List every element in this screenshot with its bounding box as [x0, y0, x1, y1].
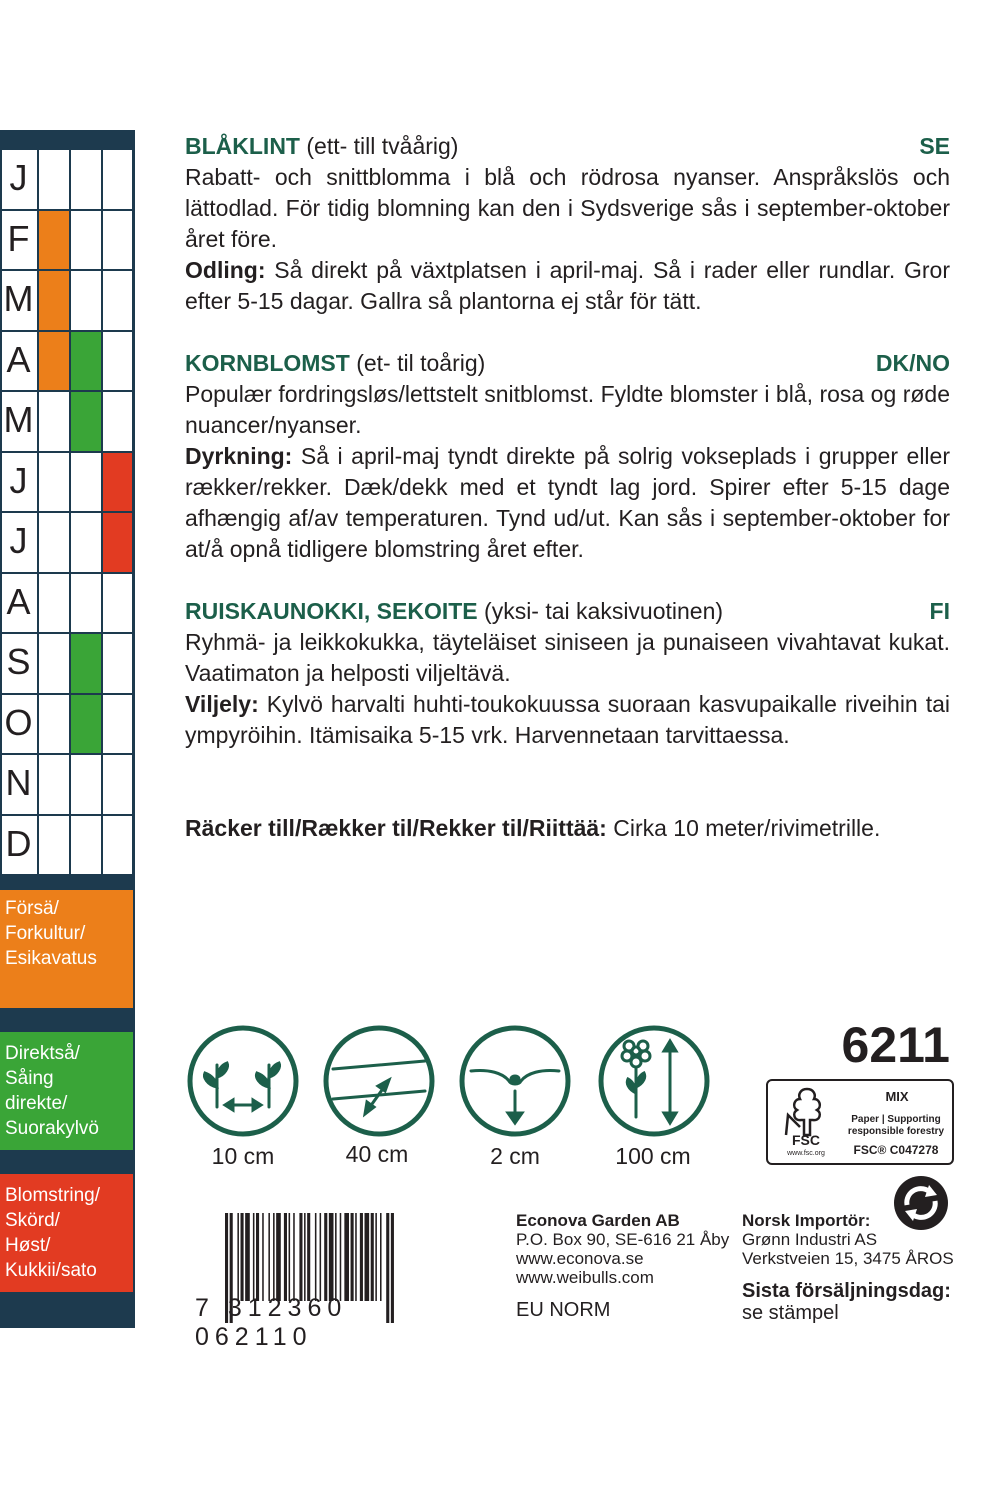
fsc-site: www.fsc.org	[787, 1150, 825, 1157]
company-web-econova: www.econova.se	[516, 1249, 644, 1268]
eu-norm: EU NORM	[516, 1299, 611, 1321]
cultivation-text: Kylvö harvalti huhti-toukokuussa suoraan kasvupaikalle riveihin tai ympyröihin. Itämisaika 5-15 vrk. Harvennetaan tarvittaessa.	[185, 691, 950, 748]
legend-line: direkte/	[5, 1093, 68, 1114]
section-fi	[185, 596, 950, 751]
barcode-bar	[289, 1213, 291, 1301]
row-spacing-icon	[323, 1025, 435, 1137]
legend-line: Esikavatus	[5, 948, 97, 969]
calendar-cell	[103, 150, 132, 209]
section-intro: Populær fordringsløs/lettstelt snitblomst. Fyldte blomster i blå, rosa og røde nuancer/nyanser.	[185, 381, 950, 438]
cultivation-label: Dyrkning:	[185, 443, 293, 469]
sowing-depth-label: 2 cm	[490, 1143, 540, 1169]
calendar-cell	[71, 574, 101, 633]
calendar-cell-flowering	[103, 453, 132, 512]
sowing-depth-icon	[459, 1025, 571, 1137]
barcode-bar	[273, 1213, 275, 1301]
calendar-cell	[71, 150, 101, 209]
sale-date-label: Sista försäljningsdag:	[742, 1280, 951, 1302]
barcode-bar	[307, 1213, 310, 1301]
barcode-bar	[380, 1213, 382, 1301]
calendar-cell	[71, 453, 101, 512]
cultivation-text: Så i april-maj tyndt direkte på solrig vokseplads i grupper eller rækker/rekker. Dæk/dekk med et tyndt lag jord. Spirer efter 5-15 dage afhængig af/av temperaturen. Tynd ud/ut. Kan sås i september-oktober for at/å opnå tidligere blomstring året efter.	[185, 443, 950, 562]
calendar-cell-direct-sowing	[71, 332, 101, 391]
barcode-bar	[268, 1213, 270, 1301]
legend-line: Försä/	[5, 898, 59, 919]
cultivation-label: Odling:	[185, 257, 266, 283]
fsc-brand: FSC	[792, 1132, 820, 1148]
importer-address: Verkstveien 15, 3475 ÅROS	[742, 1249, 954, 1268]
calendar-cell-sowing-indoors	[39, 271, 69, 330]
calendar-cell-flowering	[103, 513, 132, 572]
section-se	[185, 131, 950, 317]
calendar-month-letter: D	[5, 822, 32, 864]
calendar-month-letter: A	[6, 580, 31, 622]
legend-line: Kukkii/sato	[5, 1260, 97, 1281]
company-name: Econova Garden AB	[516, 1211, 680, 1230]
calendar-month-letter: N	[5, 762, 32, 803]
barcode-bar	[284, 1213, 287, 1301]
barcode-bar	[276, 1213, 281, 1301]
calendar-cell	[103, 211, 132, 270]
calendar-cell	[103, 634, 132, 693]
barcode-bar	[365, 1213, 370, 1301]
fsc-line1: Paper | Supporting	[851, 1114, 941, 1125]
calendar-cell	[39, 695, 69, 754]
section-cultivation	[185, 255, 950, 317]
calendar-cell	[71, 816, 101, 875]
legend-sowing-indoors	[0, 890, 133, 1008]
barcode-bar	[360, 1213, 363, 1301]
calendar-cell-direct-sowing	[71, 695, 101, 754]
species-name: BLÅKLINT	[185, 133, 300, 159]
barcode-bar	[256, 1213, 259, 1301]
legend-line: Såing	[5, 1068, 54, 1089]
species-subtitle: (yksi- tai kaksivuotinen)	[477, 598, 724, 624]
company-address: P.O. Box 90, SE-616 21 Åby	[516, 1230, 730, 1249]
calendar-cell-direct-sowing	[71, 634, 101, 693]
barcode-bar	[304, 1213, 306, 1301]
species-subtitle: (ett- till tvåårig)	[299, 133, 459, 159]
plant-spacing-label: 10 cm	[211, 1143, 275, 1169]
calendar-month-letter: A	[6, 338, 31, 380]
fsc-mix: MIX	[885, 1089, 909, 1104]
calendar-cell	[71, 755, 101, 814]
importer-name: Grønn Industri AS	[742, 1230, 878, 1249]
calendar-cell	[103, 271, 132, 330]
barcode-bar	[262, 1213, 264, 1301]
sale-date	[742, 1280, 951, 1324]
plant-height-icon	[598, 1025, 710, 1137]
plant-height-label: 100 cm	[615, 1143, 691, 1169]
barcode-number: 7 312360 062110	[195, 1294, 348, 1351]
calendar-cell	[39, 816, 69, 875]
yield-label: Räcker till/Rækker til/Rekker til/Riittää:	[185, 815, 607, 841]
calendar-cell-sowing-indoors	[39, 332, 69, 391]
plant-spacing-icon	[187, 1025, 299, 1137]
legend-line: Skörd/	[5, 1210, 60, 1231]
language-code: DK/NO	[875, 350, 950, 376]
language-code: FI	[929, 598, 950, 624]
section-heading	[185, 131, 950, 162]
section-cultivation	[185, 441, 950, 565]
section-intro: Rabatt- och snittblomma i blå och rödrosa nyanser. Anspråkslös och lättodlad. För tidig blomning kan den i Sydsverige sås i september-oktober året före.	[185, 164, 950, 252]
section-dk-no	[185, 348, 950, 565]
barcode-bar	[299, 1213, 302, 1301]
barcode-bar	[329, 1213, 334, 1301]
species-name: KORNBLOMST	[185, 350, 350, 376]
barcode-bar	[237, 1213, 239, 1301]
calendar-cell	[39, 755, 69, 814]
legend-flowering	[0, 1174, 133, 1292]
calendar-cell	[103, 816, 132, 875]
calendar-cell	[39, 634, 69, 693]
importer-info	[742, 1211, 954, 1268]
species-subtitle: (et- til toårig)	[349, 350, 486, 376]
article-number: 6211	[841, 1017, 950, 1073]
legend-line: Blomstring/	[5, 1185, 101, 1206]
legend-line: Forkultur/	[5, 923, 86, 944]
company-info	[516, 1211, 729, 1287]
row-spacing-label: 40 cm	[345, 1141, 409, 1167]
section-intro: Ryhmä- ja leikkokukka, täyteläiset siniseen ja punaiseen vivahtavat kukat. Vaatimaton ja helposti viljeltävä.	[185, 629, 950, 686]
barcode-bar	[320, 1213, 322, 1301]
calendar-month-letter: F	[7, 217, 30, 259]
calendar-month-letter: O	[4, 701, 33, 743]
company-web-weibulls: www.weibulls.com	[516, 1268, 654, 1287]
legend-line: Høst/	[5, 1235, 51, 1256]
calendar-cell	[39, 574, 69, 633]
calendar-cell	[103, 695, 132, 754]
barcode-bar	[335, 1213, 337, 1301]
calendar-cell	[39, 150, 69, 209]
cultivation-label: Viljely:	[185, 691, 259, 717]
barcode-bar	[371, 1213, 374, 1301]
calendar-month-letter: M	[3, 399, 34, 440]
calendar-cell	[71, 211, 101, 270]
barcode-bar	[253, 1213, 255, 1301]
section-cultivation	[185, 689, 950, 751]
calendar-month-letter: J	[9, 459, 28, 501]
language-code: SE	[919, 133, 950, 159]
calendar-month-letter: J	[9, 157, 28, 198]
barcode-bar	[324, 1213, 327, 1301]
species-name: RUISKAUNOKKI, SEKOITE	[185, 598, 478, 624]
cultivation-text: Så direkt på växtplatsen i april-maj. Så i rader eller rundlar. Gror efter 5-15 dagar. Gallra så plantorna ej står för tätt.	[185, 257, 950, 314]
legend-line: Direktså/	[5, 1043, 80, 1064]
barcode-bar	[355, 1213, 357, 1301]
barcode-bar	[315, 1213, 317, 1301]
barcode-bar	[293, 1213, 295, 1301]
calendar-cell	[103, 755, 132, 814]
calendar-cell	[71, 513, 101, 572]
legend-line: Suorakylvö	[5, 1118, 99, 1139]
barcode-bar	[375, 1213, 377, 1301]
fsc-code: FSC® C047278	[853, 1143, 939, 1157]
calendar-cell	[39, 513, 69, 572]
yield-value: Cirka 10 meter/rivimetrille.	[606, 815, 881, 841]
calendar-month-letter: S	[6, 641, 31, 682]
yield-info	[185, 813, 975, 844]
calendar-cell	[103, 574, 132, 633]
calendar-cell	[71, 271, 101, 330]
importer-label: Norsk Importör:	[742, 1211, 871, 1230]
calendar-month-letter: J	[9, 520, 28, 561]
fsc-line2: responsible forestry	[847, 1126, 945, 1137]
barcode-bar	[241, 1213, 244, 1301]
calendar-cell-direct-sowing	[71, 392, 101, 451]
calendar-cell-sowing-indoors	[39, 211, 69, 270]
section-heading	[185, 596, 950, 627]
fsc-label	[766, 1079, 954, 1165]
barcode-bar	[344, 1213, 349, 1301]
barcode-bar	[340, 1213, 342, 1301]
calendar-cell	[103, 332, 132, 391]
barcode-bar	[245, 1213, 250, 1301]
legend-direct-sowing	[0, 1032, 133, 1150]
sale-date-value: se stämpel	[742, 1302, 839, 1324]
section-heading	[185, 348, 950, 379]
calendar-cell	[39, 392, 69, 451]
calendar-month-letter: M	[3, 278, 34, 319]
barcode-bar	[351, 1213, 354, 1301]
calendar-cell	[39, 453, 69, 512]
calendar-cell	[103, 392, 132, 451]
